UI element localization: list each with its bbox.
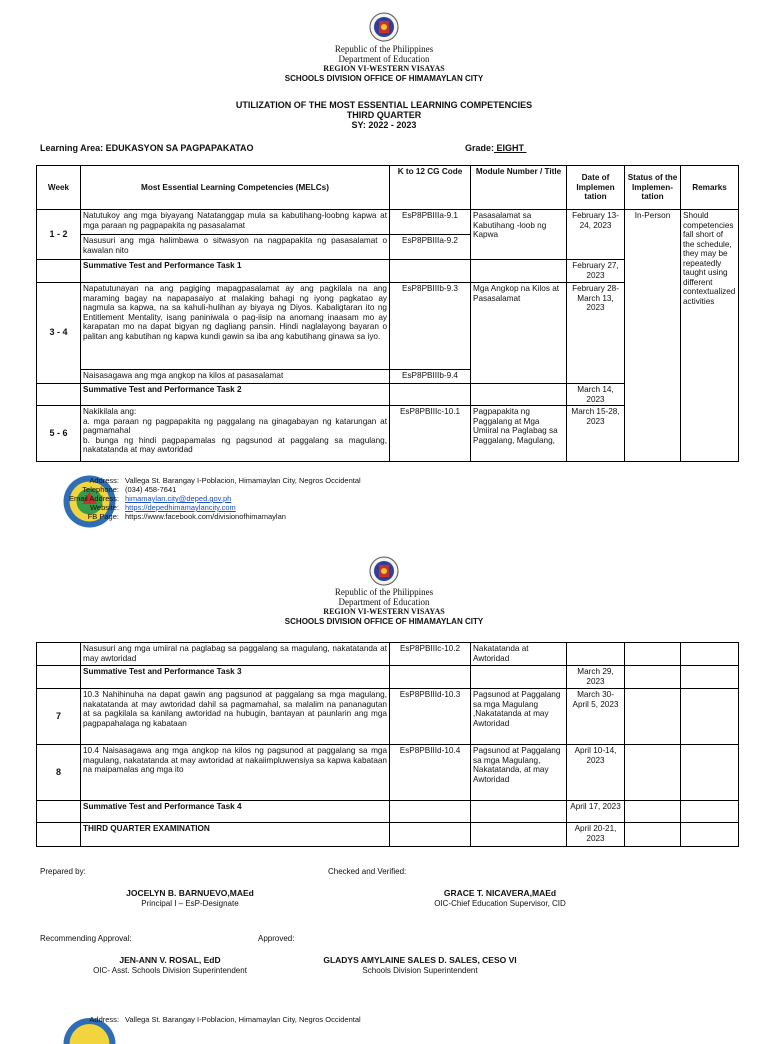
module-cell: Pagsunod at Paggalang sa mga Magulang, Nakatatanda, at may Awtoridad — [471, 745, 567, 801]
summative-cell: Summative Test and Performance Task 2 — [81, 384, 390, 406]
date-cell: April 17, 2023 — [567, 801, 625, 823]
recommending-title: OIC- Asst. Schools Division Superintendent — [93, 966, 247, 975]
table-row — [37, 823, 739, 847]
melc-cell: Naisasagawa ang mga angkop na kilos at pasasalamat — [81, 370, 390, 384]
letterhead — [0, 44, 768, 84]
telephone-value: (034) 458-7641 — [125, 485, 177, 494]
table-row — [37, 801, 739, 823]
code-cell: EsP8PBIIIb-9.3 — [390, 283, 471, 370]
republic-line: Republic of the Philippines — [334, 587, 434, 597]
date-cell: February 13-24, 2023 — [567, 210, 625, 260]
department-line: Department of Education — [338, 54, 430, 64]
table-row — [37, 745, 739, 801]
date-cell: March 30-April 5, 2023 — [567, 689, 625, 745]
website-link[interactable]: https://depedhimamaylancity.com — [125, 503, 236, 512]
code-cell: EsP8PBIIId-10.4 — [390, 745, 471, 801]
melc-cell: Nasusuri ang mga umiiral na paglabag sa paggalang sa magulang, nakatatanda at may awtoridad — [81, 643, 390, 666]
header-week: Week — [37, 166, 81, 210]
division-line: SCHOOLS DIVISION OFFICE OF HIMAMAYLAN CITY — [284, 617, 484, 626]
summative-cell: Summative Test and Performance Task 4 — [81, 801, 390, 823]
address-value: Vallega St. Barangay I-Poblacion, Himamaylan City, Negros Occidental — [125, 476, 361, 485]
table-row — [37, 643, 739, 666]
approved-title: Schools Division Superintendent — [362, 966, 478, 975]
division-line: SCHOOLS DIVISION OFFICE OF HIMAMAYLAN CITY — [284, 74, 484, 83]
code-cell: EsP8PBIIIc-10.1 — [390, 406, 471, 462]
checked-signatory — [370, 888, 630, 909]
status-cell: In-Person — [625, 210, 681, 462]
melc-cell: 10.3 Nahihinuha na dapat gawin ang pagsunod at paggalang sa mga magulang, nakatatanda at may awtoridad dahil sa pagmamahal, sa malalim na pananagutan at sa pagkilala sa kanilang awtoridad na hubugin, bantayan at paunlarin ang mga pagpapahalaga ng kabataan — [81, 689, 390, 745]
week-cell: 5 - 6 — [37, 406, 81, 462]
email-label: Email Address: — [68, 494, 119, 503]
summative-cell: Summative Test and Performance Task 3 — [81, 666, 390, 689]
footer-contact — [62, 476, 361, 521]
title-line: UTILIZATION OF THE MOST ESSENTIAL LEARNING COMPETENCIES — [235, 100, 533, 110]
table-row — [37, 666, 739, 689]
code-cell: EsP8PBIIIa-9.2 — [390, 235, 471, 260]
region-line: REGION VI-WESTERN VISAYAS — [323, 607, 445, 616]
melc-cell: Natutukoy ang mga biyayang Natatanggap mula sa kabutihang-loobng kapwa at mga paraan ng pagpapakita ng pasasalamat — [81, 210, 390, 235]
prepared-label: Prepared by: — [40, 867, 86, 876]
header-date: Date of Implemen tation — [567, 166, 625, 210]
recommending-label: Recommending Approval: — [40, 934, 132, 943]
footer-contact-partial — [62, 1015, 361, 1024]
fb-label: FB Page: — [87, 512, 119, 521]
deped-seal-icon — [369, 556, 399, 586]
checked-title: OIC-Chief Education Supervisor, CID — [434, 899, 566, 908]
remarks-cell: Should competencies fall short of the schedule, they may be repeatedly taught using different contextualized activities — [681, 210, 739, 462]
melc-cell: Napatutunayan na ang pagiging mapagpasalamat ay ang pagkilala na ang maraming bagay na napapasaiyo at malaking bahagi ng iyong pagkatao ay nagmula sa kapwa, na sa kahuli-hulihan ay biyaya ng Diyos. Kabaligtaran ito ng Entitlement Mentality, isang paniniwala o pag-iisip na anomang inaasam mo ay karapatan mo na dapat bigyan ng dagliang pansin. Hindi naglalayong bayaran o palitan ang kabutihan ng kapwa kundi gawin sa iba ang kabutihang ginawa sa iyo. — [81, 283, 390, 370]
prepared-title: Principal I – EsP-Designate — [141, 899, 239, 908]
table-row — [37, 689, 739, 745]
checked-label: Checked and Verified: — [328, 867, 407, 876]
melc-cell: Nasusuri ang mga halimbawa o sitwasyon na nagpapakita ng pasasalamat o kawalan nito — [81, 235, 390, 260]
melc-cell — [81, 406, 390, 462]
address-value: Vallega St. Barangay I-Poblacion, Himamaylan City, Negros Occidental — [125, 1015, 361, 1024]
address-label: Address: — [89, 1015, 119, 1024]
date-cell: April 10-14, 2023 — [567, 745, 625, 801]
telephone-label: Telephone: — [82, 485, 119, 494]
week-cell: 8 — [37, 745, 81, 801]
quarter-line: THIRD QUARTER — [346, 110, 422, 120]
melc-cell: 10.4 Naisasagawa ang mga angkop na kilos ng pagsunod at paggalang sa mga magulang, nakatatanda at may awtoridad at nakaiimpluwensiya sa kapwa kabataan na maipamalas ang mga ito — [81, 745, 390, 801]
code-cell: EsP8PBIIIc-10.2 — [390, 643, 471, 666]
date-cell: April 20-21, 2023 — [567, 823, 625, 847]
melc-line: Nakikilala ang: — [83, 407, 137, 416]
module-cell: Pasasalamat sa Kabutihang -loob ng Kapwa — [471, 210, 567, 260]
recommending-name: JEN-ANN V. ROSAL, EdD — [119, 955, 221, 965]
approved-label: Approved: — [258, 934, 295, 943]
letterhead — [0, 587, 768, 627]
header-remarks: Remarks — [681, 166, 739, 210]
deped-seal-icon — [369, 12, 399, 42]
date-cell: March 14, 2023 — [567, 384, 625, 406]
code-cell: EsP8PBIIIa-9.1 — [390, 210, 471, 235]
department-line: Department of Education — [338, 597, 430, 607]
approved-signatory — [290, 955, 550, 976]
recommending-signatory — [40, 955, 300, 976]
document-title — [0, 100, 768, 130]
exam-cell: THIRD QUARTER EXAMINATION — [81, 823, 390, 847]
module-cell: Nakatatanda at Awtoridad — [471, 643, 567, 666]
melc-table-page2 — [36, 642, 739, 847]
checked-name: GRACE T. NICAVERA,MAEd — [443, 888, 557, 898]
melc-line: b. bunga ng hindi pagpapamalas ng pagsunod at paggalang sa magulang, nakatatanda at may awtoridad — [83, 435, 387, 454]
table-header-row — [37, 166, 739, 210]
prepared-name: JOCELYN B. BARNUEVO,MAEd — [126, 888, 254, 898]
module-cell: Pagsunod at Paggalang sa mga Magulang ,Nakatatanda at may Awtoridad — [471, 689, 567, 745]
website-label: Website: — [89, 503, 119, 512]
region-line: REGION VI-WESTERN VISAYAS — [323, 64, 445, 73]
week-cell: 3 - 4 — [37, 283, 81, 384]
header-module: Module Number / Title — [471, 166, 567, 210]
learning-area: Learning Area: EDUKASYON SA PAGPAPAKATAO — [40, 143, 254, 153]
grade-label: Grade: — [465, 143, 495, 153]
table-row — [37, 210, 739, 235]
summative-cell: Summative Test and Performance Task 1 — [81, 260, 390, 283]
grade-value: EIGHT — [494, 143, 527, 153]
melc-table-page1 — [36, 165, 739, 462]
date-cell: March 15-28, 2023 — [567, 406, 625, 462]
code-cell: EsP8PBIIIb-9.4 — [390, 370, 471, 384]
grade-field — [465, 143, 527, 153]
date-cell: March 29, 2023 — [567, 666, 625, 689]
republic-line: Republic of the Philippines — [334, 44, 434, 54]
email-link[interactable]: himamaylan.city@deped.gov.ph — [125, 494, 232, 503]
header-status: Status of the Implemen- tation — [625, 166, 681, 210]
module-cell: Mga Angkop na Kilos at Pasasalamat — [471, 283, 567, 384]
approved-name: GLADYS AMYLAINE SALES D. SALES, CESO VI — [323, 955, 517, 965]
date-cell: February 27, 2023 — [567, 260, 625, 283]
sy-line: SY: 2022 - 2023 — [351, 120, 417, 130]
module-cell: Pagpapakita ng Paggalang at Mga Umiiral na Paglabag sa Paggalang, Magulang, — [471, 406, 567, 462]
fb-value: https://www.facebook.com/divisionofhimamaylan — [125, 512, 286, 521]
address-label: Address: — [89, 476, 119, 485]
prepared-signatory — [60, 888, 320, 909]
header-code: K to 12 CG Code — [390, 166, 471, 210]
code-cell: EsP8PBIIId-10.3 — [390, 689, 471, 745]
melc-line: a. mga paraan ng pagpapakita ng paggalang na ginagabayan ng katarungan at pagmamahal — [83, 416, 387, 435]
week-cell: 7 — [37, 689, 81, 745]
date-cell: February 28-March 13, 2023 — [567, 283, 625, 384]
week-cell: 1 - 2 — [37, 210, 81, 260]
header-melc: Most Essential Learning Competencies (MELCs) — [81, 166, 390, 210]
